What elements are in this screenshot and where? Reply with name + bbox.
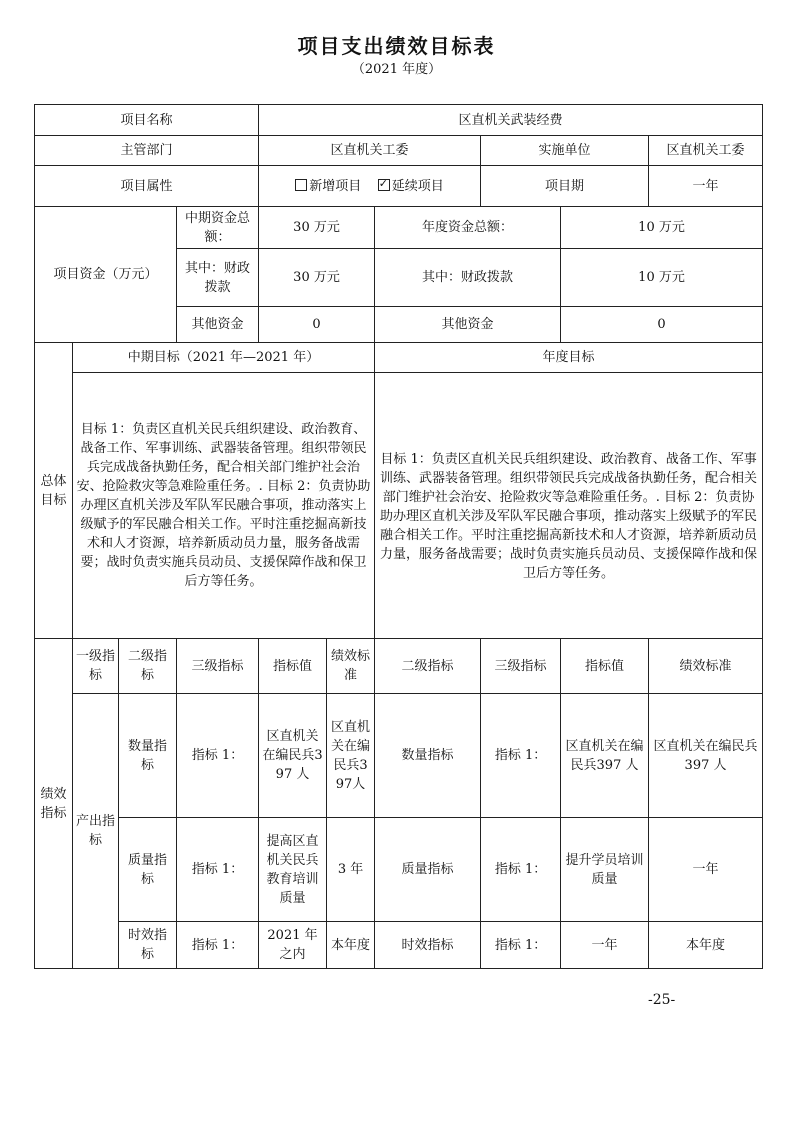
mid-other-label: 其他资金 xyxy=(177,307,259,343)
impl-value: 区直机关工委 xyxy=(649,136,763,166)
h-standard: 绩效标准 xyxy=(327,639,375,694)
mid-fiscal-label: 其中：财政拨款 xyxy=(177,249,259,307)
level2-cell: 时效指标 xyxy=(119,922,177,969)
page-subtitle: （2021 年度） xyxy=(351,62,442,77)
period-value: 一年 xyxy=(649,166,763,207)
level2-r-cell: 时效指标 xyxy=(375,922,481,969)
year-total-value: 10 万元 xyxy=(561,207,763,249)
h-level3-r: 三级指标 xyxy=(481,639,561,694)
value-cell: 区直机关在编民兵397 人 xyxy=(259,694,327,818)
h-value-r: 指标值 xyxy=(561,639,649,694)
year-fiscal-label: 其中：财政拨款 xyxy=(375,249,561,307)
h-level2-r: 二级指标 xyxy=(375,639,481,694)
level3-r-cell: 指标 1： xyxy=(481,922,561,969)
standard-r-cell: 本年度 xyxy=(649,922,763,969)
row-fund-total xyxy=(35,207,763,249)
level3-cell: 指标 1： xyxy=(177,694,259,818)
value-r-cell: 区直机关在编民兵397 人 xyxy=(561,694,649,818)
mid-fiscal-value: 30 万元 xyxy=(259,249,375,307)
standard-cell: 本年度 xyxy=(327,922,375,969)
table-row xyxy=(35,694,763,818)
table-row xyxy=(35,818,763,922)
level3-r-cell: 指标 1： xyxy=(481,694,561,818)
standard-r-cell: 区直机关在编民兵397 人 xyxy=(649,694,763,818)
fund-label: 项目资金（万元） xyxy=(35,207,177,343)
impl-label: 实施单位 xyxy=(481,136,649,166)
year-fiscal-value: 10 万元 xyxy=(561,249,763,307)
dept-value: 区直机关工委 xyxy=(259,136,481,166)
row-goals-header xyxy=(35,343,763,373)
new-checkbox[interactable] xyxy=(295,179,307,191)
level2-cell: 数量指标 xyxy=(119,694,177,818)
level2-r-cell: 质量指标 xyxy=(375,818,481,922)
attr-new-label: 新增项目 xyxy=(309,178,362,194)
value-cell: 提高区直机关民兵教育培训质量 xyxy=(259,818,327,922)
h-level1: 一级指标 xyxy=(73,639,119,694)
h-level2: 二级指标 xyxy=(119,639,177,694)
standard-cell: 区直机关在编民兵397人 xyxy=(327,694,375,818)
mid-goal-text: 目标 1：负责区直机关民兵组织建设、政治教育、战备工作、军事训练、武器装备管理。组织带领民兵完成战备执勤任务，配合相关部门维护社会治安、抢险救灾等急难险重任务。. 目标 2：负责协助办理区直机关涉及军队军民融合事项，推动落实上级赋予的军民融合相关工作。平时注重挖掘高新技术和人才资源，培养新质动员力量，服务备战需要；战时负责实施兵员动员、支援保障作战和保卫后方等任务。 xyxy=(73,373,375,639)
mid-goal-header: 中期目标（2021 年—2021 年） xyxy=(73,343,375,373)
row-department xyxy=(35,136,763,166)
dept-label: 主管部门 xyxy=(35,136,259,166)
year-total-label: 年度资金总额： xyxy=(375,207,561,249)
indicators-section-label: 绩效指标 xyxy=(35,639,73,969)
continue-checkbox[interactable] xyxy=(378,179,390,191)
performance-table xyxy=(34,104,763,969)
row-indicator-header xyxy=(35,639,763,694)
level3-cell: 指标 1： xyxy=(177,818,259,922)
level3-cell: 指标 1： xyxy=(177,922,259,969)
year-other-value: 0 xyxy=(561,307,763,343)
table-row xyxy=(35,922,763,969)
level2-r-cell: 数量指标 xyxy=(375,694,481,818)
h-standard-r: 绩效标准 xyxy=(649,639,763,694)
h-value: 指标值 xyxy=(259,639,327,694)
row-attribute xyxy=(35,166,763,207)
mid-total-label: 中期资金总额： xyxy=(177,207,259,249)
mid-total-value: 30 万元 xyxy=(259,207,375,249)
row-goals-text xyxy=(35,373,763,639)
project-name-value: 区直机关武装经费 xyxy=(259,105,763,136)
year-goal-header: 年度目标 xyxy=(375,343,763,373)
value-r-cell: 提升学员培训质量 xyxy=(561,818,649,922)
project-name-label: 项目名称 xyxy=(35,105,259,136)
attr-label: 项目属性 xyxy=(35,166,259,207)
standard-r-cell: 一年 xyxy=(649,818,763,922)
output-label: 产出指标 xyxy=(73,694,119,969)
h-level3: 三级指标 xyxy=(177,639,259,694)
value-r-cell: 一年 xyxy=(561,922,649,969)
attr-cont-label: 延续项目 xyxy=(391,178,444,194)
year-goal-text: 目标 1：负责区直机关民兵组织建设、政治教育、战备工作、军事训练、武器装备管理。组织带领民兵完成战备执勤任务，配合相关部门维护社会治安、抢险救灾等急难险重任务。. 目标 2：负责协助办理区直机关涉及军队军民融合事项，推动落实上级赋予的军民融合相关工作。平时注重挖掘高新技术和人才资源，培养新质动员力量，服务备战需要；战时负责实施兵员动员、支援保障作战和保卫后方等任务。 xyxy=(375,373,763,639)
goals-section-label: 总体目标 xyxy=(35,343,73,639)
attr-options xyxy=(259,166,481,207)
mid-other-value: 0 xyxy=(259,307,375,343)
year-other-label: 其他资金 xyxy=(375,307,561,343)
row-project-name xyxy=(35,105,763,136)
period-label: 项目期 xyxy=(481,166,649,207)
level3-r-cell: 指标 1： xyxy=(481,818,561,922)
page-title: 项目支出绩效目标表 xyxy=(297,34,496,58)
level2-cell: 质量指标 xyxy=(119,818,177,922)
page-number: -25- xyxy=(648,992,676,1008)
value-cell: 2021 年之内 xyxy=(259,922,327,969)
standard-cell: 3 年 xyxy=(327,818,375,922)
